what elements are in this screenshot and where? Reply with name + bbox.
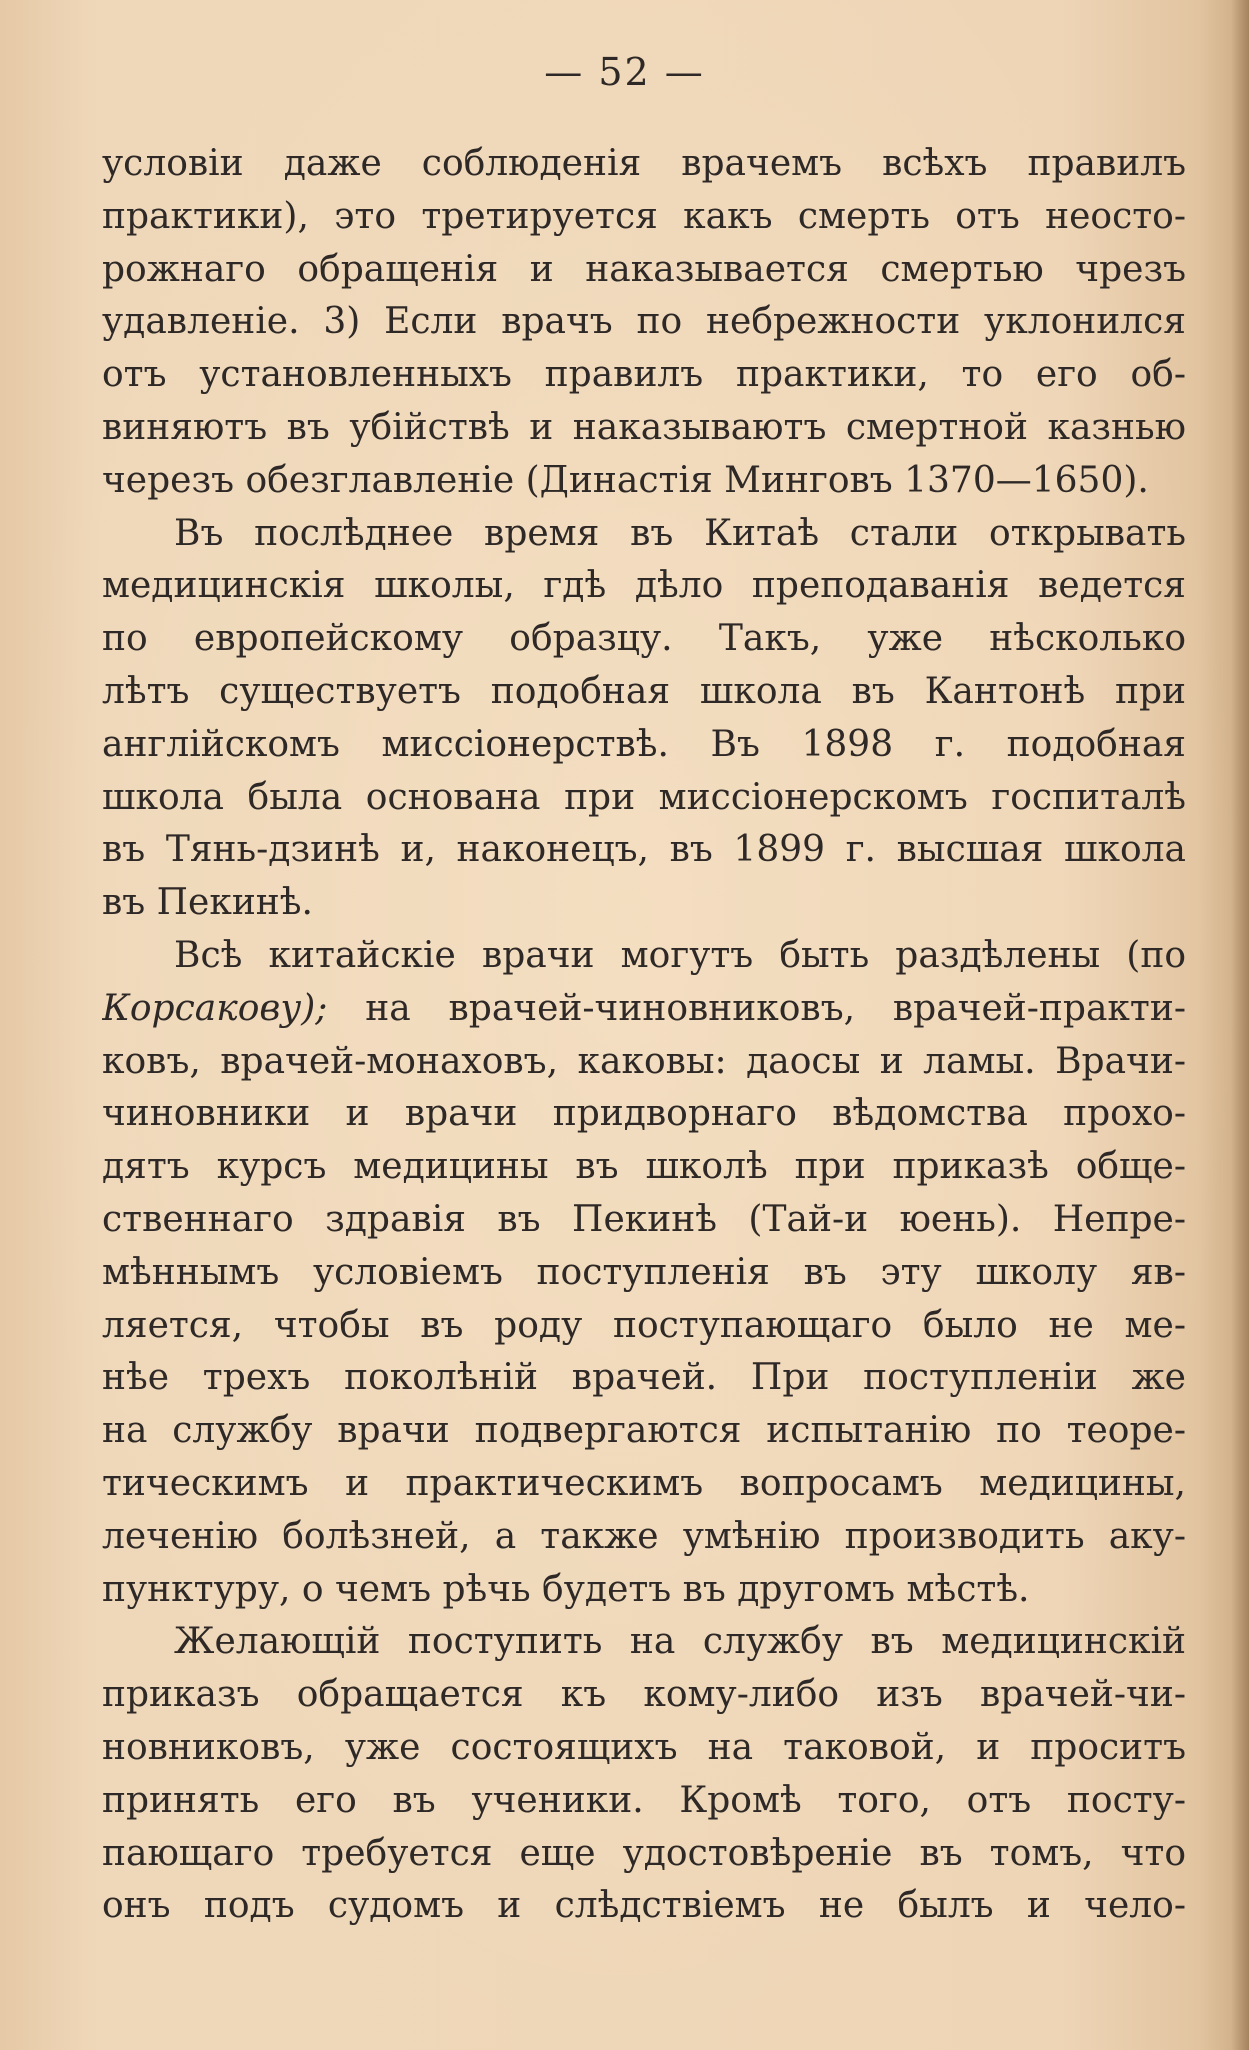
text-line: удавленіе. 3) Если врачъ по небрежности уклонился	[102, 301, 1186, 343]
text-line: школа была основана при миссіонерскомъ госпиталѣ	[102, 776, 1186, 818]
text-line: условіи даже соблюденія врачемъ всѣхъ правилъ	[102, 143, 1186, 184]
author-name-italic: Корсакову);	[102, 987, 328, 1029]
text-line: принять его въ ученики. Кромѣ того, отъ посту-	[102, 1779, 1186, 1821]
text-line: медицинскія школы, гдѣ дѣло преподаванія ведется	[102, 565, 1186, 607]
text-line: отъ установленныхъ правилъ практики, то его об-	[102, 354, 1186, 396]
text-line: онъ подъ судомъ и слѣдствіемъ не былъ и чело-	[102, 1885, 1186, 1927]
text-line: черезъ обезглавленіе (Династія Минговъ 1370—1650).	[102, 459, 1149, 501]
text-line: рожнаго обращенія и наказывается смертью чрезъ	[102, 248, 1186, 290]
text-line: англійскомъ миссіонерствѣ. Въ 1898 г. подобная	[102, 723, 1186, 765]
text-line: въ Тянь-дзинѣ и, наконецъ, въ 1899 г. высшая школа	[102, 829, 1186, 871]
text-line: практики), это третируется какъ смерть отъ неосто-	[102, 195, 1186, 237]
text-line: виняютъ въ убійствѣ и наказываютъ смертной казнью	[102, 406, 1186, 448]
text-line: пающаго требуется еще удостовѣреніе въ томъ, что	[102, 1832, 1186, 1874]
text-line: по европейскому образцу. Такъ, уже нѣсколько	[102, 618, 1186, 660]
page-gutter-shadow	[1231, 0, 1249, 2050]
text-line: Всѣ китайскіе врачи могутъ быть раздѣлены (по	[174, 934, 1186, 976]
body-text	[102, 138, 1186, 1933]
text-line: чиновники и врачи придворнаго вѣдомства прохо-	[102, 1093, 1186, 1135]
text-line: леченію болѣзней, а также умѣнію производить аку-	[102, 1515, 1186, 1557]
text-line: пунктуру, о чемъ рѣчь будетъ въ другомъ мѣстѣ.	[102, 1568, 1030, 1610]
text-line: ляется, чтобы въ роду поступающаго было не ме-	[102, 1304, 1186, 1346]
text-line: Желающій поступить на службу въ медицинскій	[174, 1621, 1186, 1663]
text-line: Въ послѣднее время въ Китаѣ стали открывать	[174, 512, 1186, 554]
text-line: лѣтъ существуетъ подобная школа въ Кантонѣ при	[102, 670, 1186, 712]
text-line: новниковъ, уже состоящихъ на таковой, и проситъ	[102, 1726, 1186, 1768]
text-line: тическимъ и практическимъ вопросамъ медицины,	[102, 1462, 1186, 1504]
text-line: въ Пекинѣ.	[102, 882, 313, 924]
text-line: мѣннымъ условіемъ поступленія въ эту школу яв-	[102, 1251, 1186, 1293]
text-line: на службу врачи подвергаются испытанію по теоре-	[102, 1410, 1186, 1452]
text-line	[102, 983, 1186, 1036]
text-line-segment: на врачей-чиновниковъ, врачей-практи-	[327, 987, 1186, 1029]
text-line: ственнаго здравія въ Пекинѣ (Тай-и юень). Непре-	[102, 1198, 1186, 1240]
text-line: ковъ, врачей-монаховъ, каковы: даосы и ламы. Врачи-	[102, 1040, 1186, 1082]
page-number: — 52 —	[544, 50, 705, 94]
text-line: дятъ курсъ медицины въ школѣ при приказѣ обще-	[102, 1146, 1186, 1188]
text-line: нѣе трехъ поколѣній врачей. При поступленіи же	[102, 1357, 1186, 1399]
text-line: приказъ обращается къ кому-либо изъ врачей-чи-	[102, 1674, 1186, 1716]
